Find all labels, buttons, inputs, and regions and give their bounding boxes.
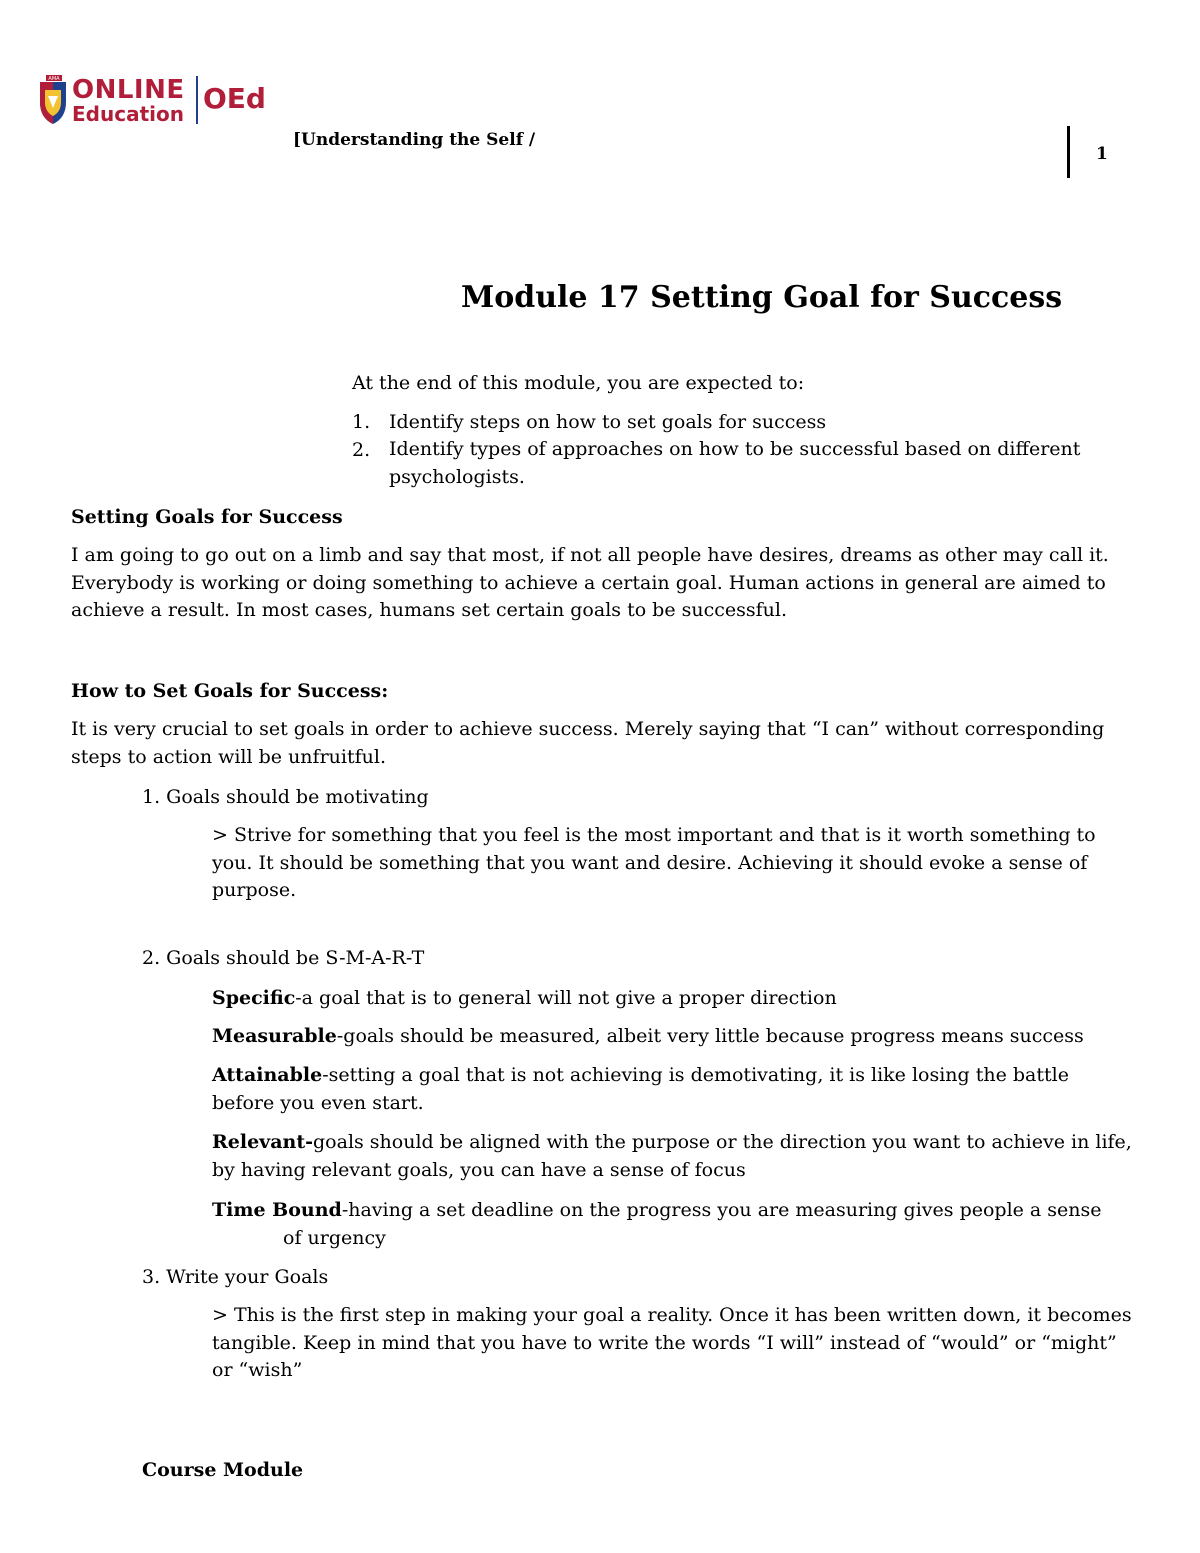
module-title: Module 17 Setting Goal for Success [461,280,1063,315]
step-3-title: 3. Write your Goals [142,1266,329,1288]
smart-desc: -goals should be measured, albeit very little because progress means success [336,1025,1084,1047]
objective-number: 2. [352,439,371,461]
smart-item-specific [212,984,837,1012]
objective-text: Identify steps on how to set goals for success [389,411,827,433]
step-1-text: > Strive for something that you feel is the most important and that is it worth something to you. It should be something that you want and desire. Achieving it should evoke a sense of purpose. [212,824,1096,901]
smart-desc: goals should be aligned with the purpose or the direction you want to achieve in life, by having relevant goals, you can have a sense of focus [212,1131,1132,1181]
smart-desc: -setting a goal that is not achieving is demotivating, it is like losing the battle before you even start. [212,1064,1069,1114]
smart-term: Measurable [212,1025,337,1047]
step-1-title: 1. Goals should be motivating [142,786,429,808]
setting-goals-paragraph: I am going to go out on a limb and say that most, if not all people have desires, dreams as other may call it. Everybody is working or doing something to achieve a certain goal. Human actions in general are aimed to achieve a result. In most cases, humans set certain goals to be successful. [71,544,1109,621]
footer-course-module: Course Module [142,1459,304,1481]
section-heading-how-to: How to Set Goals for Success: [71,680,389,702]
page-number: 1 [1096,144,1108,164]
objective-text: Identify types of approaches on how to be successful based on different psychologists. [389,438,1081,488]
smart-term: Time Bound [212,1199,342,1221]
logo-word-oed: OEd [203,82,266,115]
objective-number: 1. [352,411,371,433]
header-title: [Understanding the Self / [293,130,536,150]
online-education-logo [36,72,276,128]
objectives-intro: At the end of this module, you are expected to: [352,372,805,394]
header-divider [1067,126,1070,178]
logo-word-online: ONLINE [72,75,185,105]
svg-text:AMA: AMA [48,76,60,82]
smart-term: Specific [212,987,296,1009]
how-to-paragraph: It is very crucial to set goals in order to achieve success. Merely saying that “I can” without corresponding steps to action will be unfruitful. [71,718,1105,768]
smart-term: Attainable [212,1064,323,1086]
logo-word-education: Education [72,102,184,126]
smart-item-measurable [212,1022,1084,1050]
smart-desc: -having a set deadline on the progress you are measuring gives people a sense [341,1199,1102,1221]
step-3-text: > This is the first step in making your goal a reality. Once it has been written down, it becomes tangible. Keep in mind that you have to write the words “I will” instead of “would” or “might” or “wish” [212,1304,1132,1381]
section-heading-setting-goals: Setting Goals for Success [71,506,343,528]
smart-desc: -a goal that is to general will not give a proper direction [295,987,837,1009]
smart-desc-continuation: of urgency [283,1227,386,1249]
step-2-title: 2. Goals should be S-M-A-R-T [142,947,425,969]
smart-item-attainable [212,1062,1132,1117]
smart-item-time-bound [212,1196,1102,1224]
smart-item-relevant [212,1129,1132,1184]
smart-term: Relevant- [212,1131,314,1153]
